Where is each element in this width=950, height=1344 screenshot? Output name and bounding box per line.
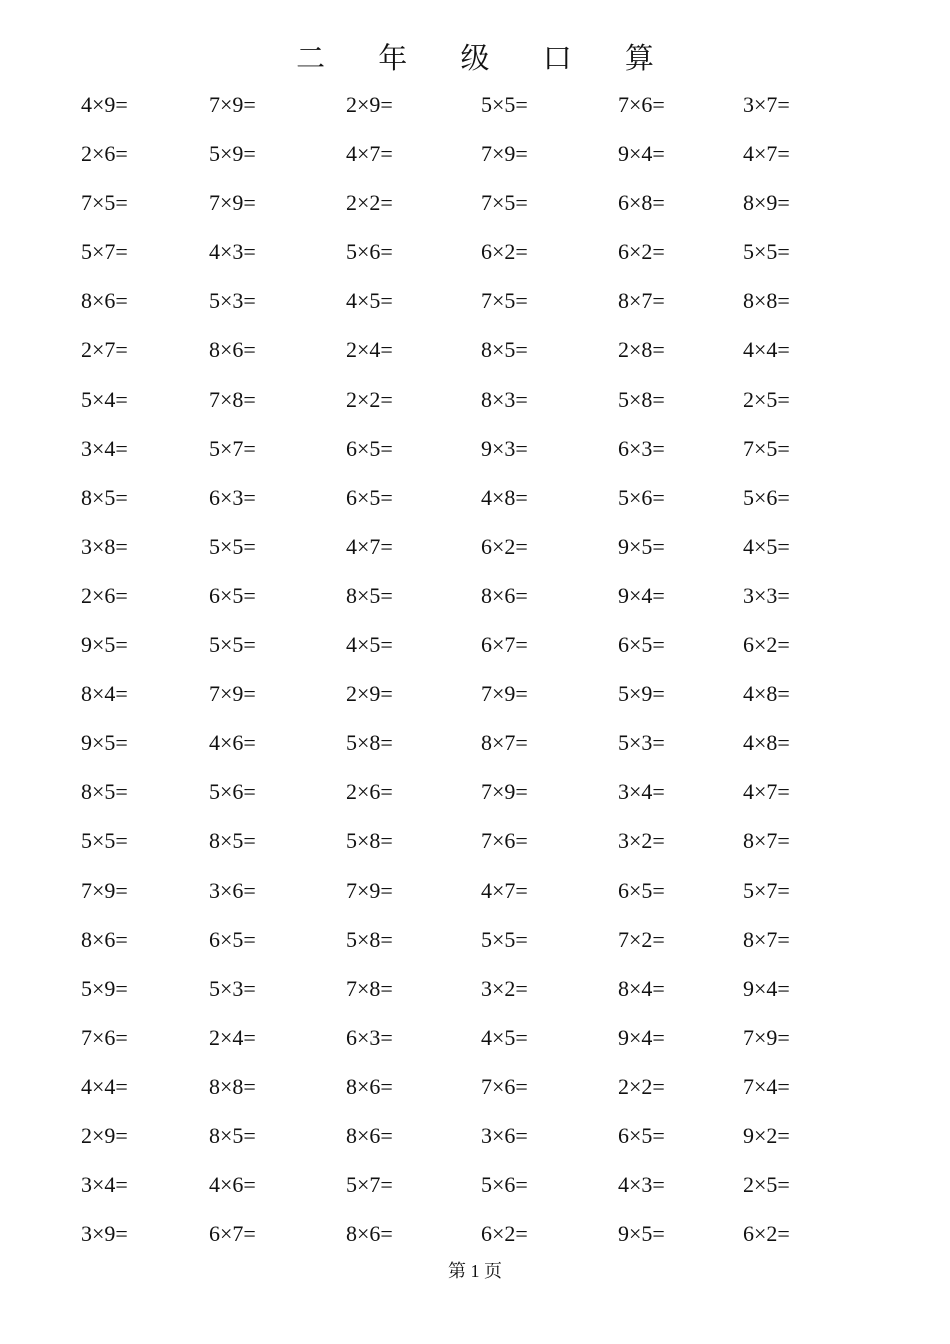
math-problem: 6×2= bbox=[481, 533, 528, 559]
math-problem: 6×7= bbox=[209, 1221, 256, 1247]
math-problem: 3×2= bbox=[618, 828, 665, 854]
math-problem: 6×2= bbox=[743, 632, 790, 658]
math-problem: 8×5= bbox=[481, 337, 528, 363]
problem-row bbox=[0, 1023, 950, 1072]
problem-grid bbox=[0, 90, 950, 1268]
problem-row bbox=[0, 335, 950, 384]
math-problem: 4×5= bbox=[481, 1024, 528, 1050]
math-problem: 3×4= bbox=[81, 1172, 128, 1198]
math-problem: 3×6= bbox=[481, 1122, 528, 1148]
math-problem: 6×2= bbox=[743, 1221, 790, 1247]
math-problem: 5×5= bbox=[81, 828, 128, 854]
math-problem: 6×5= bbox=[346, 484, 393, 510]
math-problem: 6×2= bbox=[618, 239, 665, 265]
math-problem: 8×5= bbox=[81, 779, 128, 805]
problem-row bbox=[0, 385, 950, 434]
problem-row bbox=[0, 581, 950, 630]
problem-row bbox=[0, 434, 950, 483]
math-problem: 6×5= bbox=[618, 877, 665, 903]
math-problem: 4×7= bbox=[346, 533, 393, 559]
math-problem: 3×3= bbox=[743, 582, 790, 608]
math-problem: 8×8= bbox=[209, 1073, 256, 1099]
math-problem: 7×5= bbox=[481, 190, 528, 216]
math-problem: 5×5= bbox=[481, 926, 528, 952]
math-problem: 7×2= bbox=[618, 926, 665, 952]
math-problem: 8×6= bbox=[209, 337, 256, 363]
math-problem: 5×9= bbox=[209, 141, 256, 167]
math-problem: 5×8= bbox=[618, 386, 665, 412]
math-problem: 4×5= bbox=[346, 632, 393, 658]
problem-row bbox=[0, 1170, 950, 1219]
math-problem: 6×3= bbox=[618, 435, 665, 461]
math-problem: 8×5= bbox=[209, 1122, 256, 1148]
math-problem: 2×2= bbox=[346, 386, 393, 412]
math-problem: 8×5= bbox=[209, 828, 256, 854]
math-problem: 2×4= bbox=[346, 337, 393, 363]
math-problem: 5×8= bbox=[346, 730, 393, 756]
math-problem: 7×6= bbox=[81, 1024, 128, 1050]
problem-row bbox=[0, 286, 950, 335]
math-problem: 7×9= bbox=[209, 681, 256, 707]
math-problem: 7×5= bbox=[481, 288, 528, 314]
math-problem: 4×7= bbox=[743, 779, 790, 805]
math-problem: 8×5= bbox=[81, 484, 128, 510]
math-problem: 4×7= bbox=[743, 141, 790, 167]
problem-row bbox=[0, 728, 950, 777]
problem-row bbox=[0, 237, 950, 286]
math-problem: 8×6= bbox=[346, 1122, 393, 1148]
math-problem: 9×5= bbox=[81, 730, 128, 756]
math-problem: 9×4= bbox=[618, 1024, 665, 1050]
math-problem: 5×8= bbox=[346, 828, 393, 854]
math-problem: 5×3= bbox=[618, 730, 665, 756]
problem-row bbox=[0, 139, 950, 188]
math-problem: 4×6= bbox=[209, 730, 256, 756]
math-problem: 7×9= bbox=[346, 877, 393, 903]
math-problem: 4×8= bbox=[743, 681, 790, 707]
math-problem: 6×5= bbox=[209, 582, 256, 608]
math-problem: 2×6= bbox=[346, 779, 393, 805]
math-problem: 4×8= bbox=[743, 730, 790, 756]
math-problem: 4×9= bbox=[81, 92, 128, 117]
math-problem: 9×4= bbox=[618, 141, 665, 167]
math-problem: 5×6= bbox=[481, 1172, 528, 1198]
math-problem: 6×3= bbox=[209, 484, 256, 510]
math-problem: 8×7= bbox=[481, 730, 528, 756]
math-problem: 2×7= bbox=[81, 337, 128, 363]
math-problem: 7×8= bbox=[346, 975, 393, 1001]
math-problem: 8×6= bbox=[346, 1221, 393, 1247]
math-problem: 6×5= bbox=[209, 926, 256, 952]
math-problem: 6×2= bbox=[481, 239, 528, 265]
problem-row bbox=[0, 1121, 950, 1170]
math-problem: 3×7= bbox=[743, 92, 790, 117]
math-problem: 8×6= bbox=[481, 582, 528, 608]
math-problem: 7×8= bbox=[209, 386, 256, 412]
math-problem: 7×9= bbox=[481, 681, 528, 707]
math-problem: 6×3= bbox=[346, 1024, 393, 1050]
math-problem: 7×6= bbox=[481, 828, 528, 854]
math-problem: 6×5= bbox=[618, 632, 665, 658]
math-problem: 4×7= bbox=[346, 141, 393, 167]
math-problem: 7×9= bbox=[81, 877, 128, 903]
math-problem: 5×9= bbox=[81, 975, 128, 1001]
math-problem: 3×4= bbox=[618, 779, 665, 805]
math-problem: 2×6= bbox=[81, 141, 128, 167]
math-problem: 9×5= bbox=[618, 1221, 665, 1247]
problem-row bbox=[0, 630, 950, 679]
math-problem: 4×5= bbox=[743, 533, 790, 559]
math-problem: 5×3= bbox=[209, 288, 256, 314]
math-problem: 5×6= bbox=[346, 239, 393, 265]
math-problem: 5×3= bbox=[209, 975, 256, 1001]
math-problem: 7×9= bbox=[481, 779, 528, 805]
math-problem: 3×2= bbox=[481, 975, 528, 1001]
page-title: 二 年 级 口 算 bbox=[296, 41, 676, 75]
math-problem: 7×9= bbox=[743, 1024, 790, 1050]
math-problem: 7×5= bbox=[81, 190, 128, 216]
problem-row bbox=[0, 188, 950, 237]
math-problem: 6×5= bbox=[346, 435, 393, 461]
math-problem: 4×5= bbox=[346, 288, 393, 314]
math-problem: 5×6= bbox=[209, 779, 256, 805]
math-problem: 9×2= bbox=[743, 1122, 790, 1148]
math-problem: 6×8= bbox=[618, 190, 665, 216]
problem-row bbox=[0, 483, 950, 532]
problem-row bbox=[0, 679, 950, 728]
math-problem: 8×5= bbox=[346, 582, 393, 608]
math-problem: 8×4= bbox=[81, 681, 128, 707]
problem-row bbox=[0, 826, 950, 875]
math-problem: 3×6= bbox=[209, 877, 256, 903]
math-problem: 2×5= bbox=[743, 386, 790, 412]
math-problem: 9×3= bbox=[481, 435, 528, 461]
math-problem: 8×3= bbox=[481, 386, 528, 412]
math-problem: 3×8= bbox=[81, 533, 128, 559]
math-problem: 5×7= bbox=[209, 435, 256, 461]
math-problem: 5×6= bbox=[743, 484, 790, 510]
math-problem: 8×7= bbox=[743, 828, 790, 854]
math-problem: 7×9= bbox=[209, 92, 256, 117]
math-problem: 3×9= bbox=[81, 1221, 128, 1247]
problem-row bbox=[0, 876, 950, 925]
math-problem: 8×6= bbox=[81, 288, 128, 314]
math-problem: 8×9= bbox=[743, 190, 790, 216]
math-problem: 9×5= bbox=[81, 632, 128, 658]
math-problem: 2×2= bbox=[346, 190, 393, 216]
math-problem: 4×3= bbox=[209, 239, 256, 265]
math-problem: 9×4= bbox=[618, 582, 665, 608]
math-problem: 6×5= bbox=[618, 1122, 665, 1148]
math-problem: 7×6= bbox=[481, 1073, 528, 1099]
math-problem: 7×4= bbox=[743, 1073, 790, 1099]
math-problem: 7×9= bbox=[481, 141, 528, 167]
math-problem: 4×4= bbox=[81, 1073, 128, 1099]
math-problem: 8×6= bbox=[81, 926, 128, 952]
math-problem: 2×9= bbox=[81, 1122, 128, 1148]
math-problem: 8×8= bbox=[743, 288, 790, 314]
math-problem: 9×5= bbox=[618, 533, 665, 559]
problem-row bbox=[0, 777, 950, 826]
problem-row bbox=[0, 925, 950, 974]
math-problem: 4×8= bbox=[481, 484, 528, 510]
math-problem: 4×3= bbox=[618, 1172, 665, 1198]
math-problem: 5×7= bbox=[81, 239, 128, 265]
math-problem: 7×6= bbox=[618, 92, 665, 117]
math-problem: 5×7= bbox=[346, 1172, 393, 1198]
page-number: 第 1 页 bbox=[448, 1261, 502, 1281]
math-problem: 8×7= bbox=[743, 926, 790, 952]
problem-row bbox=[0, 532, 950, 581]
math-problem: 5×5= bbox=[481, 92, 528, 117]
math-problem: 7×5= bbox=[743, 435, 790, 461]
math-problem: 5×8= bbox=[346, 926, 393, 952]
math-problem: 5×5= bbox=[209, 533, 256, 559]
math-problem: 6×7= bbox=[481, 632, 528, 658]
math-problem: 5×6= bbox=[618, 484, 665, 510]
math-problem: 2×5= bbox=[743, 1172, 790, 1198]
math-problem: 4×6= bbox=[209, 1172, 256, 1198]
math-problem: 4×7= bbox=[481, 877, 528, 903]
math-problem: 5×9= bbox=[618, 681, 665, 707]
math-problem: 5×4= bbox=[81, 386, 128, 412]
math-problem: 2×6= bbox=[81, 582, 128, 608]
math-problem: 8×6= bbox=[346, 1073, 393, 1099]
math-problem: 7×9= bbox=[209, 190, 256, 216]
math-problem: 2×9= bbox=[346, 92, 393, 117]
math-problem: 2×9= bbox=[346, 681, 393, 707]
math-problem: 2×4= bbox=[209, 1024, 256, 1050]
math-problem: 5×5= bbox=[743, 239, 790, 265]
math-problem: 6×2= bbox=[481, 1221, 528, 1247]
math-problem: 2×2= bbox=[618, 1073, 665, 1099]
math-problem: 8×7= bbox=[618, 288, 665, 314]
math-problem: 4×4= bbox=[743, 337, 790, 363]
problem-row bbox=[0, 90, 950, 139]
math-problem: 8×4= bbox=[618, 975, 665, 1001]
math-problem: 3×4= bbox=[81, 435, 128, 461]
problem-row bbox=[0, 1072, 950, 1121]
math-problem: 5×5= bbox=[209, 632, 256, 658]
math-problem: 9×4= bbox=[743, 975, 790, 1001]
math-problem: 5×7= bbox=[743, 877, 790, 903]
math-problem: 2×8= bbox=[618, 337, 665, 363]
problem-row bbox=[0, 974, 950, 1023]
